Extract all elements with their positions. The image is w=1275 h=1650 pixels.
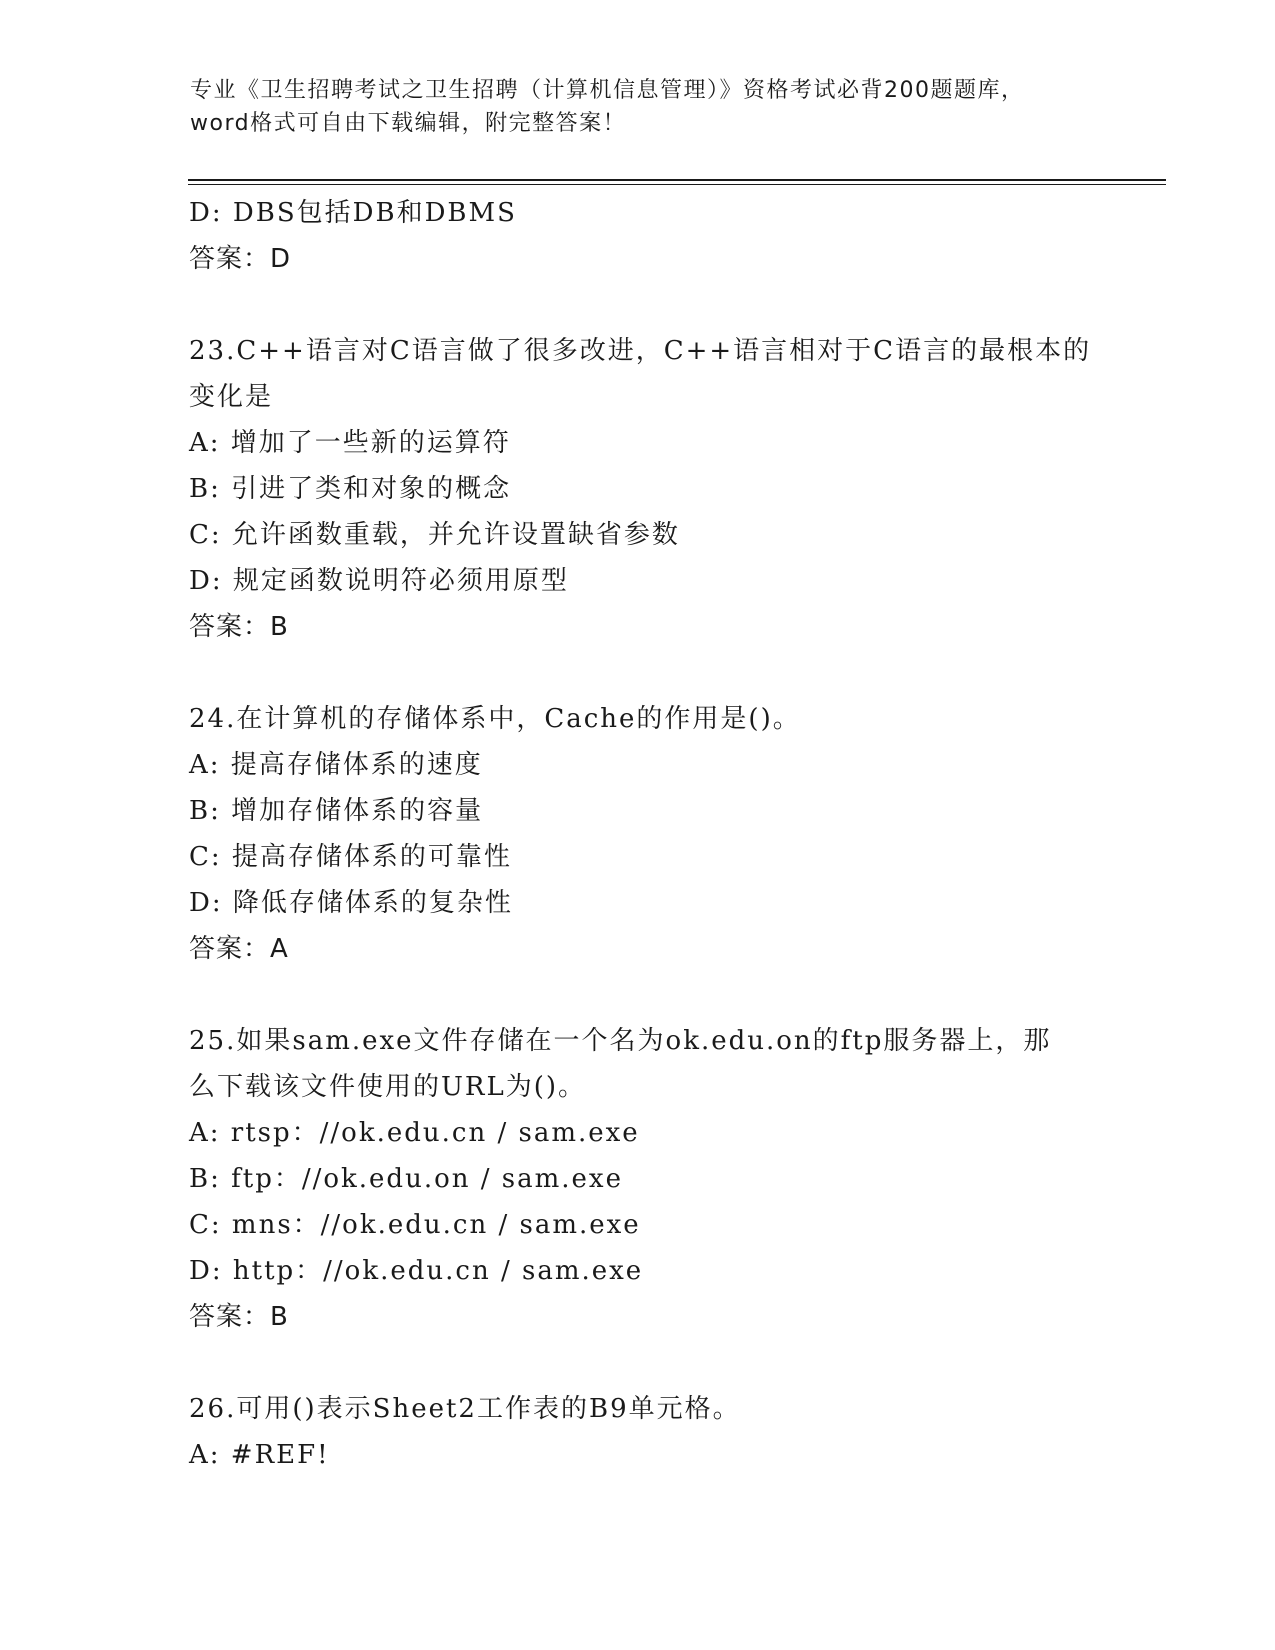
spacer bbox=[189, 282, 1089, 328]
spacer bbox=[189, 1340, 1089, 1386]
question-25 bbox=[189, 1018, 1089, 1340]
option-a: A: rtsp：//ok.edu.cn / sam.exe bbox=[189, 1118, 640, 1148]
prev-question-option-d: D: DBS包括DB和DBMS bbox=[189, 198, 517, 228]
question-text-continued: 变化是 bbox=[189, 382, 274, 412]
question-text: 25.如果sam.exe文件存储在一个名为ok.edu.on的ftp服务器上，那 bbox=[189, 1026, 1052, 1056]
question-24 bbox=[189, 696, 1089, 972]
header-divider-thick bbox=[188, 179, 1166, 181]
option-b: B: ftp：//ok.edu.on / sam.exe bbox=[189, 1164, 623, 1194]
document-body bbox=[189, 190, 1092, 1478]
question-text: 24.在计算机的存储体系中，Cache的作用是()。 bbox=[189, 704, 801, 734]
question-text-continued: 么下载该文件使用的URL为()。 bbox=[189, 1072, 587, 1102]
option-b: B: 增加存储体系的容量 bbox=[189, 796, 484, 826]
option-a: A: 提高存储体系的速度 bbox=[189, 750, 483, 780]
option-d: D: 降低存储体系的复杂性 bbox=[189, 888, 513, 918]
option-a: A: 增加了一些新的运算符 bbox=[189, 428, 511, 458]
option-b: B: 引进了类和对象的概念 bbox=[189, 474, 512, 504]
answer: 答案：A bbox=[189, 934, 289, 964]
option-d: D: 规定函数说明符必须用原型 bbox=[189, 566, 569, 596]
document-header bbox=[190, 74, 1090, 140]
option-d: D: http：//ok.edu.cn / sam.exe bbox=[189, 1256, 644, 1286]
spacer bbox=[189, 650, 1089, 696]
answer: 答案：B bbox=[189, 612, 289, 642]
question-23 bbox=[189, 328, 1092, 650]
option-c: C: 提高存储体系的可靠性 bbox=[189, 842, 512, 872]
header-title-line-1: 专业《卫生招聘考试之卫生招聘（计算机信息管理）》资格考试必背200题题库， bbox=[190, 78, 1025, 103]
prev-question-answer: 答案：D bbox=[189, 244, 292, 274]
header-divider-thin bbox=[188, 184, 1166, 185]
header-title-line-2: word格式可自由下载编辑，附完整答案！ bbox=[190, 111, 627, 136]
option-c: C: mns：//ok.edu.cn / sam.exe bbox=[189, 1210, 641, 1240]
answer: 答案：B bbox=[189, 1302, 289, 1332]
question-text: 26.可用()表示Sheet2工作表的B9单元格。 bbox=[189, 1394, 741, 1424]
spacer bbox=[189, 972, 1089, 1018]
question-text: 23.C++语言对C语言做了很多改进，C++语言相对于C语言的最根本的 bbox=[189, 336, 1092, 366]
question-26 bbox=[189, 1386, 1089, 1478]
option-a: A: #REF! bbox=[189, 1440, 330, 1470]
option-c: C: 允许函数重载，并允许设置缺省参数 bbox=[189, 520, 680, 550]
